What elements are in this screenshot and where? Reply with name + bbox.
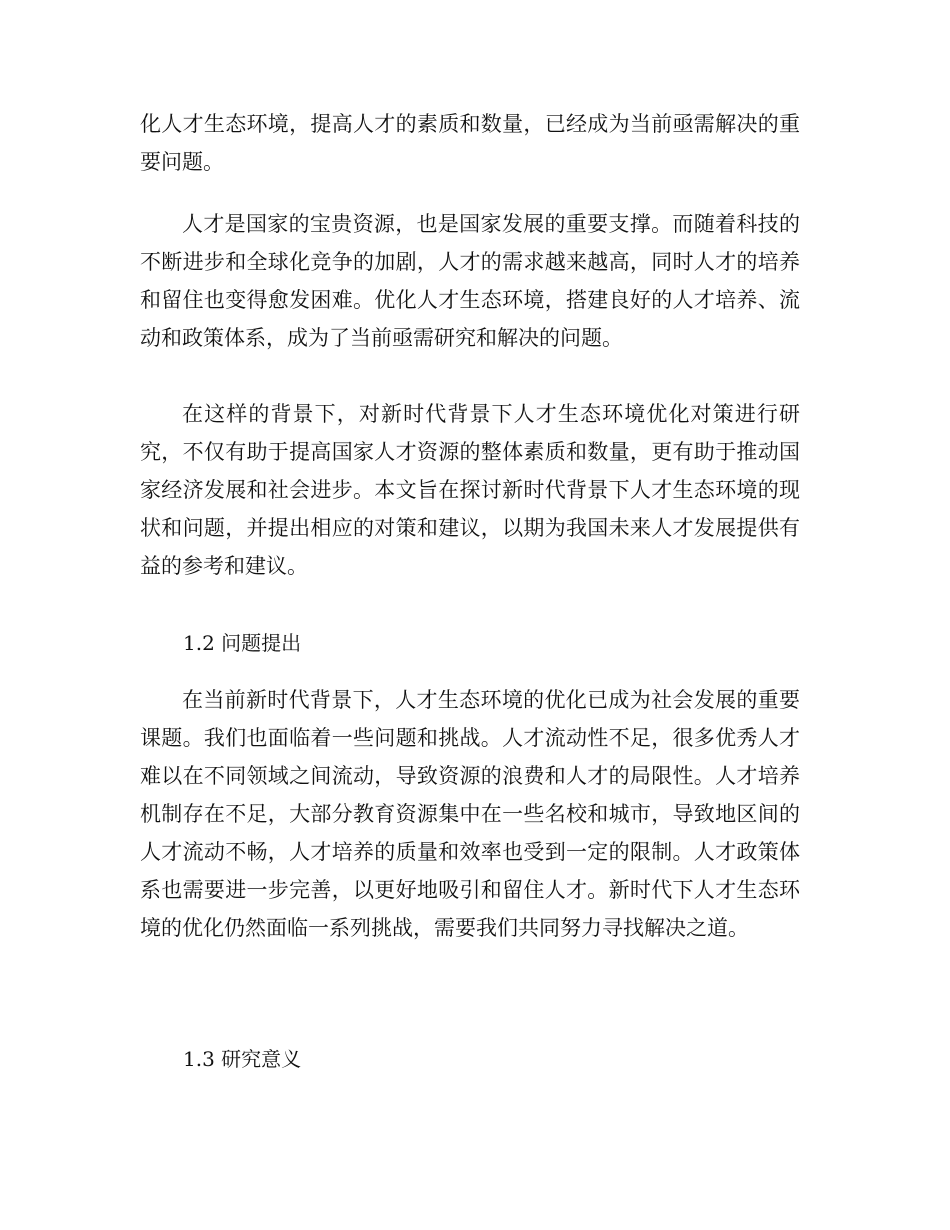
paragraph-block-2	[140, 395, 800, 585]
paragraph-block-3	[140, 681, 800, 947]
section-heading: 1.3 研究意义	[183, 1047, 302, 1071]
body-paragraph: 人才是国家的宝贵资源，也是国家发展的重要支撑。而随着科技的不断进步和全球化竞争的加剧，人才的需求越来越高，同时人才的培养和留住也变得愈发困难。优化人才生态环境，搭建良好的人才培养、流动和政策体系，成为了当前亟需研究和解决的问题。	[140, 212, 800, 350]
body-paragraph: 在当前新时代背景下，人才生态环境的优化已成为社会发展的重要课题。我们也面临着一些问题和挑战。人才流动性不足，很多优秀人才难以在不同领域之间流动，导致资源的浪费和人才的局限性。人才培养机制存在不足，大部分教育资源集中在一些名校和城市，导致地区间的人才流动不畅，人才培养的质量和效率也受到一定的限制。人才政策体系也需要进一步完善，以更好地吸引和留住人才。新时代下人才生态环境的优化仍然面临一系列挑战，需要我们共同努力寻找解决之道。	[140, 688, 800, 940]
continuation-text-block	[140, 105, 800, 181]
continuation-paragraph: 化人才生态环境，提高人才的素质和数量，已经成为当前亟需解决的重要问题。	[140, 112, 800, 174]
section-heading: 1.2 问题提出	[183, 631, 302, 655]
paragraph-block-1	[140, 205, 800, 357]
body-paragraph: 在这样的背景下，对新时代背景下人才生态环境优化对策进行研究，不仅有助于提高国家人才资源的整体素质和数量，更有助于推动国家经济发展和社会进步。本文旨在探讨新时代背景下人才生态环境的现状和问题，并提出相应的对策和建议，以期为我国未来人才发展提供有益的参考和建议。	[140, 402, 800, 578]
